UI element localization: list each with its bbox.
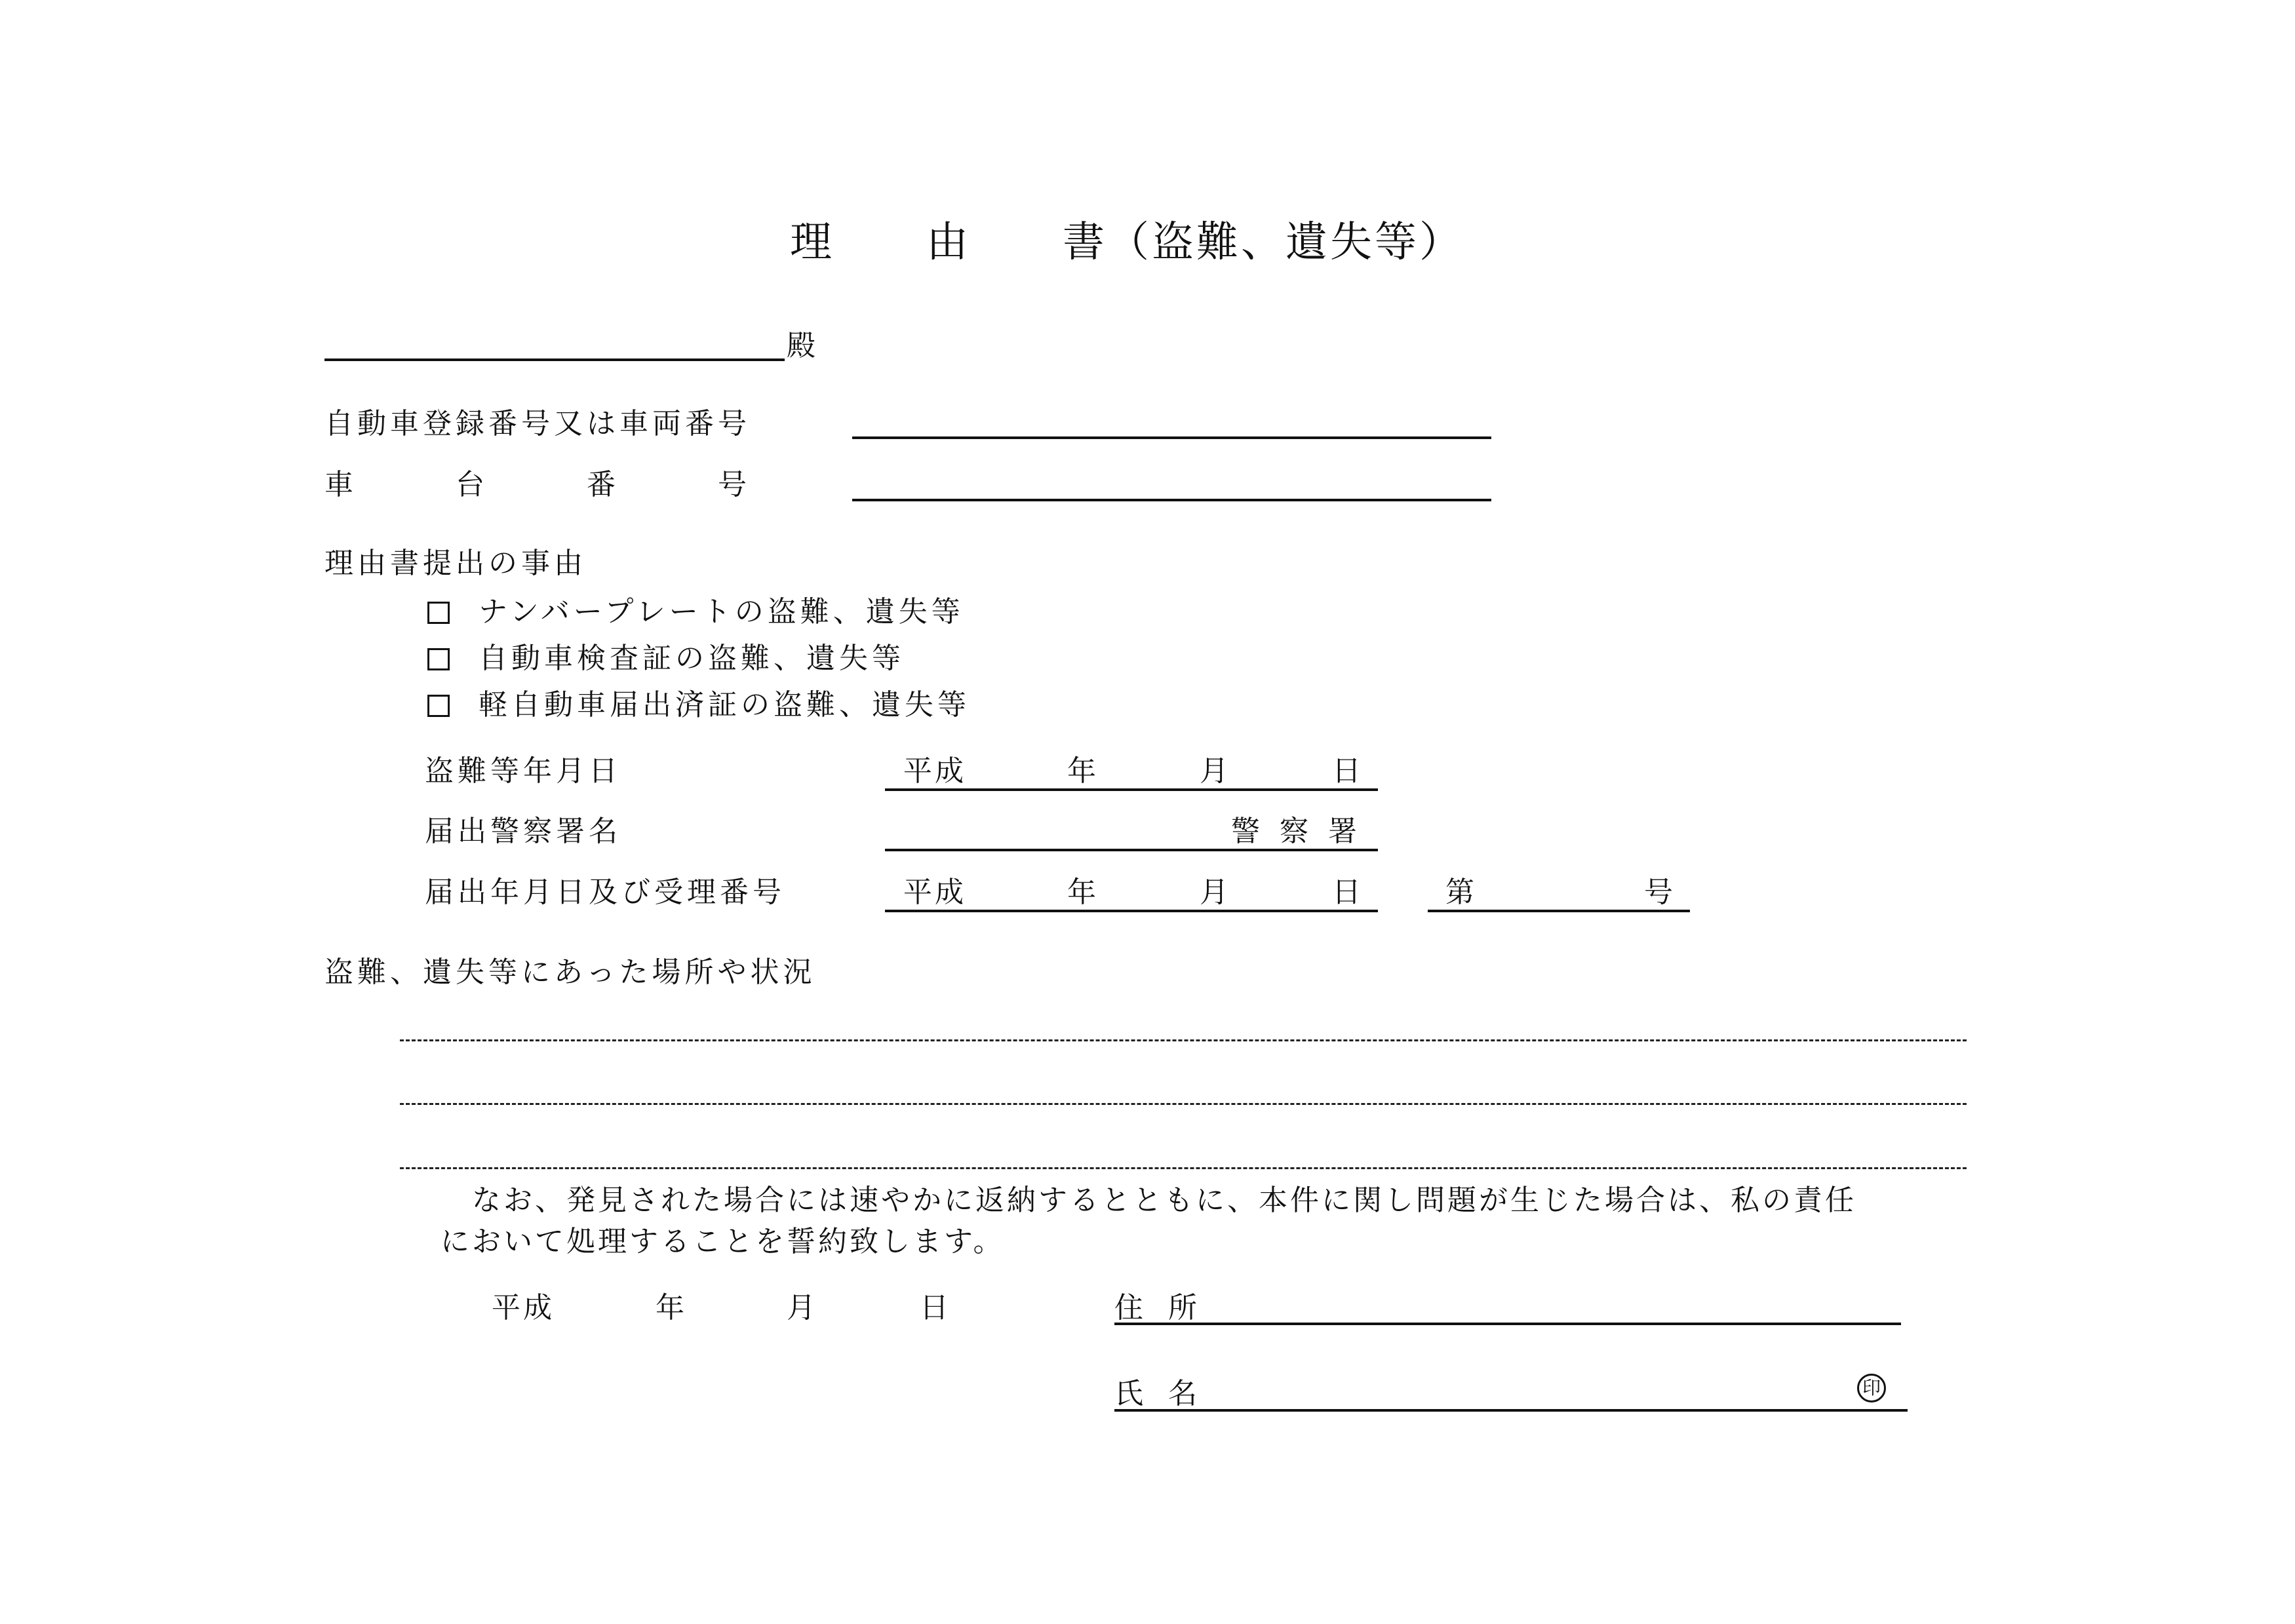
reason-option-2[interactable]: [427, 644, 905, 673]
receipt-number-prefix: 第: [1445, 876, 1477, 909]
report-date-era: 平成: [903, 876, 966, 909]
seal-mark: 印: [1857, 1374, 1886, 1402]
addressee-suffix: 殿: [787, 329, 819, 362]
reasons-heading: 理由書提出の事由: [324, 547, 587, 580]
theft-date-field[interactable]: [885, 788, 1378, 791]
title-char-3: 書: [1063, 218, 1107, 267]
address-label: 住 所: [1114, 1291, 1205, 1324]
reason-checkbox-2[interactable]: [427, 648, 450, 670]
pledge-line-2: において処理することを誓約致します。: [441, 1225, 1005, 1258]
report-date-label: 届出年月日及び受理番号: [425, 876, 785, 909]
reason-option-1[interactable]: [427, 595, 964, 628]
situation-line-1[interactable]: [400, 1039, 1967, 1041]
situation-line-3[interactable]: [400, 1167, 1967, 1169]
reason-option-3-label: 軽自動車届出済証の盗難、遺失等: [479, 688, 970, 722]
theft-date-label: 盗難等年月日: [425, 754, 621, 788]
theft-date-year: 年: [1067, 754, 1099, 788]
police-station-field[interactable]: [885, 849, 1378, 851]
addressee-field[interactable]: [324, 358, 785, 361]
signature-date-year: 年: [656, 1291, 687, 1324]
receipt-number-field[interactable]: [1428, 910, 1690, 912]
registration-number-label: 自動車登録番号又は車両番号: [324, 407, 751, 440]
situation-line-2[interactable]: [400, 1103, 1967, 1105]
pledge-line-1: なお、発見された場合には速やかに返納するとともに、本件に関し問題が生じた場合は、私の責任: [472, 1184, 1856, 1217]
police-station-label: 届出警察署名: [425, 815, 621, 848]
signature-date-era: 平成: [492, 1291, 555, 1324]
reason-checkbox-3[interactable]: [427, 695, 450, 717]
report-date-field[interactable]: [885, 910, 1378, 912]
reason-option-2-label: 自動車検査証の盗難、遺失等: [479, 642, 905, 675]
police-station-suffix: 警 察 署: [1231, 815, 1362, 848]
signature-date-day: 日: [920, 1291, 951, 1324]
signature-date-month: 月: [787, 1291, 818, 1324]
name-label: 氏 名: [1114, 1377, 1205, 1410]
document-title: [790, 218, 1464, 267]
report-date-month: 月: [1200, 876, 1231, 909]
chassis-label-char-1: 車: [324, 468, 357, 501]
chassis-label-char-4: 号: [718, 468, 751, 501]
chassis-label-char-2: 台: [456, 468, 488, 501]
situation-label: 盗難、遺失等にあった場所や状況: [324, 956, 816, 989]
title-suffix: （盗難、遺失等）: [1107, 218, 1464, 267]
theft-date-month: 月: [1200, 754, 1231, 788]
chassis-label-char-3: 番: [587, 468, 619, 501]
title-char-1: 理: [790, 218, 834, 267]
registration-number-field[interactable]: [852, 436, 1491, 439]
reason-checkbox-1[interactable]: [427, 602, 450, 624]
address-field[interactable]: [1114, 1323, 1901, 1325]
title-char-2: 由: [926, 218, 971, 267]
receipt-number-suffix: 号: [1644, 876, 1676, 909]
report-date-year: 年: [1067, 876, 1099, 909]
theft-date-era: 平成: [903, 754, 966, 788]
reason-option-1-label: ナンバープレートの盗難、遺失等: [479, 595, 964, 628]
chassis-number-label: [324, 468, 751, 501]
name-field[interactable]: [1114, 1409, 1908, 1412]
reason-option-3[interactable]: [427, 688, 970, 722]
chassis-number-field[interactable]: [852, 499, 1491, 501]
report-date-day: 日: [1332, 876, 1363, 909]
theft-date-day: 日: [1332, 754, 1363, 788]
